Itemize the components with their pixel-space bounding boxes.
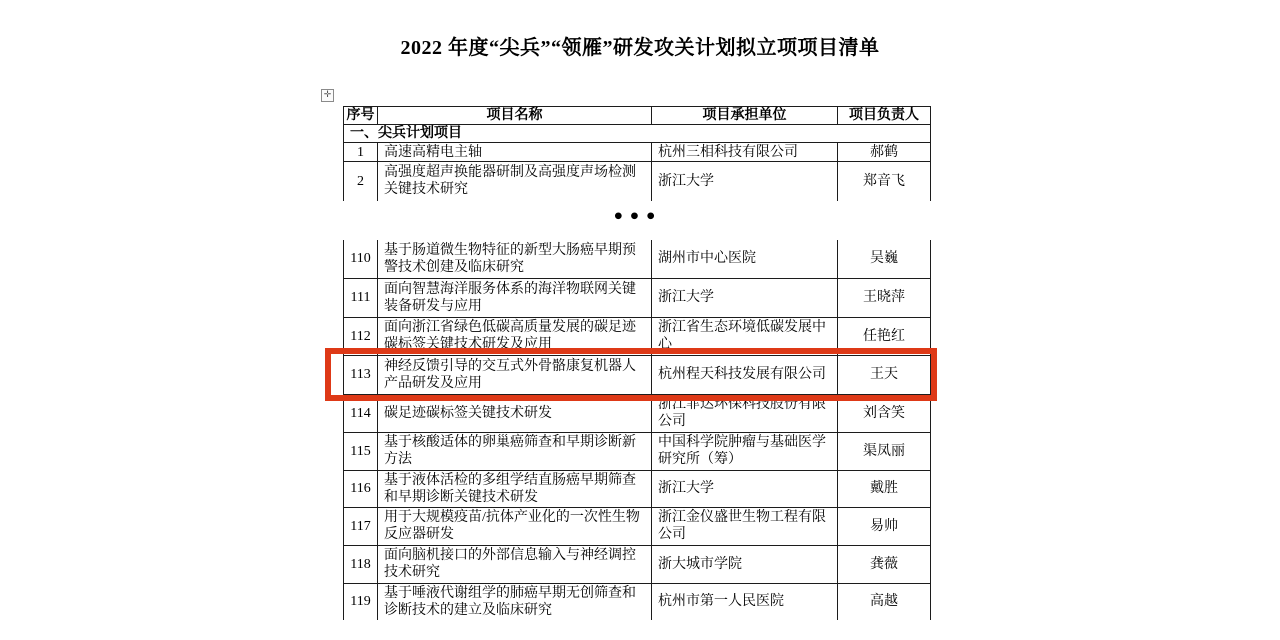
cell-no: 2 [344,162,378,201]
cell-leader: 戴胜 [838,470,931,507]
cell-leader: 刘含笑 [838,394,931,432]
table-row-highlighted [344,355,931,394]
cell-unit: 杭州市第一人民医院 [652,583,838,620]
cell-no: 110 [344,240,378,278]
cell-no: 114 [344,394,378,432]
cell-unit: 杭州程天科技发展有限公司 [652,355,838,394]
table-row [344,278,931,317]
project-table-bottom [343,240,931,620]
cell-leader: 任艳红 [838,317,931,355]
cell-project-name: 基于唾液代谢组学的肺癌早期无创筛查和诊断技术的建立及临床研究 [378,583,652,620]
cell-no: 117 [344,507,378,545]
table-header-row [344,107,931,125]
cell-project-name: 用于大规模疫苗/抗体产业化的一次性生物反应器研发 [378,507,652,545]
table-row [344,240,931,278]
header-project-name: 项目名称 [378,107,652,125]
cell-no: 113 [344,355,378,394]
cell-unit: 浙江大学 [652,470,838,507]
cell-no: 115 [344,432,378,470]
cell-project-name: 面向脑机接口的外部信息输入与神经调控技术研究 [378,545,652,583]
cell-leader: 王晓萍 [838,278,931,317]
cell-unit: 湖州市中心医院 [652,240,838,278]
table-row [344,317,931,355]
cell-unit: 浙江金仪盛世生物工程有限公司 [652,507,838,545]
cell-unit: 浙江省生态环境低碳发展中心 [652,317,838,355]
cell-leader: 王天 [838,355,931,394]
cell-project-name: 基于液体活检的多组学结直肠癌早期筛查和早期诊断关键技术研发 [378,470,652,507]
cell-project-name: 高强度超声换能器研制及高强度声场检测关键技术研究 [378,162,652,201]
cell-leader: 吴巍 [838,240,931,278]
cell-leader: 龚薇 [838,545,931,583]
cell-unit: 杭州三相科技有限公司 [652,143,838,162]
cell-project-name: 碳足迹碳标签关键技术研发 [378,394,652,432]
section-row [344,125,931,143]
table-row [344,507,931,545]
cell-project-name: 高速高精电主轴 [378,143,652,162]
table-row [344,583,931,620]
table-move-handle[interactable] [321,89,334,102]
cell-no: 116 [344,470,378,507]
cell-no: 1 [344,143,378,162]
cell-no: 118 [344,545,378,583]
cell-no: 111 [344,278,378,317]
cell-project-name: 面向智慧海洋服务体系的海洋物联网关键装备研发与应用 [378,278,652,317]
table-row [344,143,931,162]
cell-leader: 郑音飞 [838,162,931,201]
cell-unit: 浙大城市学院 [652,545,838,583]
cell-leader: 郝鹤 [838,143,931,162]
table-row [344,432,931,470]
cell-unit: 浙江大学 [652,162,838,201]
table-row [344,394,931,432]
table-row [344,545,931,583]
cell-project-name: 神经反馈引导的交互式外骨骼康复机器人产品研发及应用 [378,355,652,394]
cell-unit: 浙江菲达环保科技股份有限公司 [652,394,838,432]
header-unit: 项目承担单位 [652,107,838,125]
cell-unit: 浙江大学 [652,278,838,317]
header-no: 序号 [344,107,378,125]
table-row [344,162,931,201]
cell-project-name: 基于核酸适体的卵巢癌筛查和早期诊断新方法 [378,432,652,470]
cell-leader: 高越 [838,583,931,620]
cell-project-name: 基于肠道微生物特征的新型大肠癌早期预警技术创建及临床研究 [378,240,652,278]
cell-project-name: 面向浙江省绿色低碳高质量发展的碳足迹碳标签关键技术研发及应用 [378,317,652,355]
table-row [344,470,931,507]
header-leader: 项目负责人 [838,107,931,125]
cell-no: 112 [344,317,378,355]
section-label: 一、尖兵计划项目 [344,125,931,143]
table-move-icon: ✛ [323,90,332,100]
cell-leader: 渠凤丽 [838,432,931,470]
project-table-top [343,106,931,201]
truncation-ellipsis: ••• [612,206,661,228]
cell-leader: 易帅 [838,507,931,545]
page-title: 2022 年度“尖兵”“领雁”研发攻关计划拟立项项目清单 [400,37,880,59]
cell-no: 119 [344,583,378,620]
cell-unit: 中国科学院肿瘤与基础医学研究所（筹） [652,432,838,470]
